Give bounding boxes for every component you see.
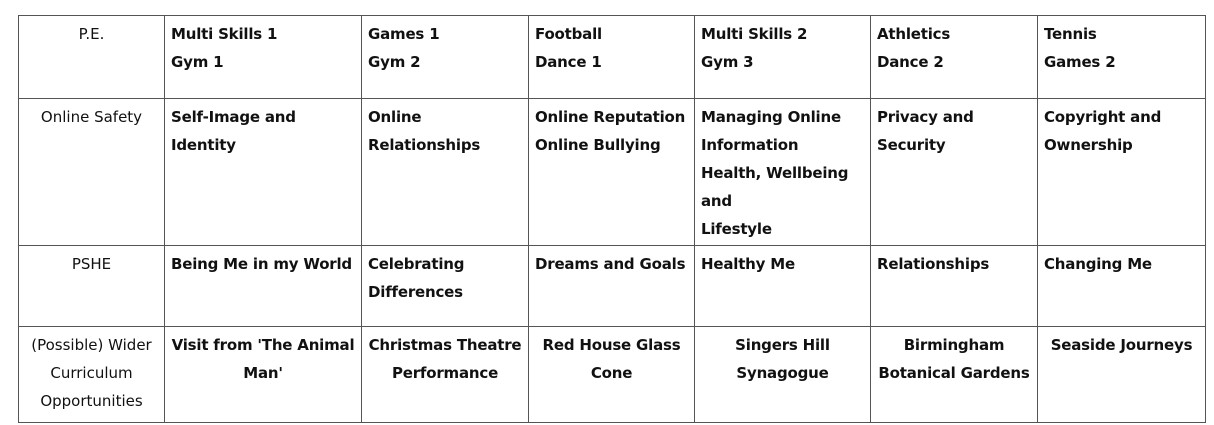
cell-line: Celebrating [368, 255, 465, 273]
cell-line: Seaside Journeys [1050, 336, 1193, 354]
table-cell [1038, 99, 1206, 246]
cell-line: Synagogue [736, 364, 829, 382]
cell-line: Christmas Theatre [368, 336, 522, 354]
cell-line: Differences [368, 283, 463, 301]
table-cell [871, 99, 1038, 246]
cell-line: Red House Glass [542, 336, 681, 354]
cell-line: Changing Me [1044, 255, 1152, 273]
cell-line: Health, Wellbeing and [701, 164, 849, 210]
row-header-line: P.E. [78, 25, 105, 43]
cell-line: Gym 2 [368, 53, 421, 71]
cell-line: Online Reputation [535, 108, 686, 126]
cell-line: Dreams and Goals [535, 255, 686, 273]
cell-line: Information [701, 136, 799, 154]
cell-line: Games 2 [1044, 53, 1116, 71]
cell-line: Healthy Me [701, 255, 795, 273]
table-cell [1038, 16, 1206, 99]
row-header-pe [19, 16, 165, 99]
cell-line: Multi Skills 1 [171, 25, 278, 43]
cell-line: Gym 3 [701, 53, 754, 71]
cell-line: Copyright and [1044, 108, 1162, 126]
cell-line: Gym 1 [171, 53, 224, 71]
cell-line: Man' [243, 364, 283, 382]
cell-line: Relationships [877, 255, 990, 273]
table-cell [165, 246, 362, 327]
cell-line: Being Me in my World [171, 255, 352, 273]
cell-line: Games 1 [368, 25, 440, 43]
table-cell [165, 16, 362, 99]
cell-line: Dance 1 [535, 53, 602, 71]
table-cell [695, 327, 871, 423]
table-row-pe [19, 16, 1206, 99]
cell-line: Singers Hill [735, 336, 830, 354]
table-cell [529, 99, 695, 246]
cell-line: Tennis [1044, 25, 1097, 43]
table-cell [695, 16, 871, 99]
table-cell [871, 246, 1038, 327]
cell-line: Birmingham [903, 336, 1005, 354]
table-cell [362, 16, 529, 99]
cell-line: Multi Skills 2 [701, 25, 808, 43]
cell-line: Privacy and [877, 108, 974, 126]
table-cell [871, 16, 1038, 99]
table-cell [362, 246, 529, 327]
table-cell [871, 327, 1038, 423]
cell-line: Online Relationships [368, 108, 481, 154]
curriculum-table [18, 15, 1206, 423]
row-header-line: (Possible) Wider [31, 336, 152, 354]
table-cell [165, 327, 362, 423]
cell-line: Managing Online [701, 108, 841, 126]
table-cell [529, 16, 695, 99]
table-cell [529, 246, 695, 327]
cell-line: Self-Image and Identity [171, 108, 296, 154]
cell-line: Lifestyle [701, 220, 772, 238]
row-header-line: Opportunities [40, 392, 143, 410]
table-cell [362, 99, 529, 246]
cell-line: Dance 2 [877, 53, 944, 71]
cell-line: Performance [391, 364, 499, 382]
cell-line: Football [535, 25, 602, 43]
table-row-wider-curriculum [19, 327, 1206, 423]
cell-line: Visit from 'The Animal [171, 336, 355, 354]
table-cell [695, 246, 871, 327]
table-row-online-safety [19, 99, 1206, 246]
cell-line: Botanical Gardens [878, 364, 1030, 382]
table-cell [529, 327, 695, 423]
row-header-line: PSHE [71, 255, 112, 273]
table-cell [165, 99, 362, 246]
row-header-wider-curriculum [19, 327, 165, 423]
table-cell [362, 327, 529, 423]
row-header-pshe [19, 246, 165, 327]
cell-line: Security [877, 136, 946, 154]
table-cell [1038, 327, 1206, 423]
cell-line: Ownership [1044, 136, 1133, 154]
table-cell [1038, 246, 1206, 327]
row-header-line: Online Safety [40, 108, 143, 126]
table-row-pshe [19, 246, 1206, 327]
cell-line: Cone [590, 364, 633, 382]
row-header-online-safety [19, 99, 165, 246]
row-header-line: Curriculum [50, 364, 133, 382]
cell-line: Athletics [877, 25, 951, 43]
cell-line: Online Bullying [535, 136, 661, 154]
table-cell [695, 99, 871, 246]
